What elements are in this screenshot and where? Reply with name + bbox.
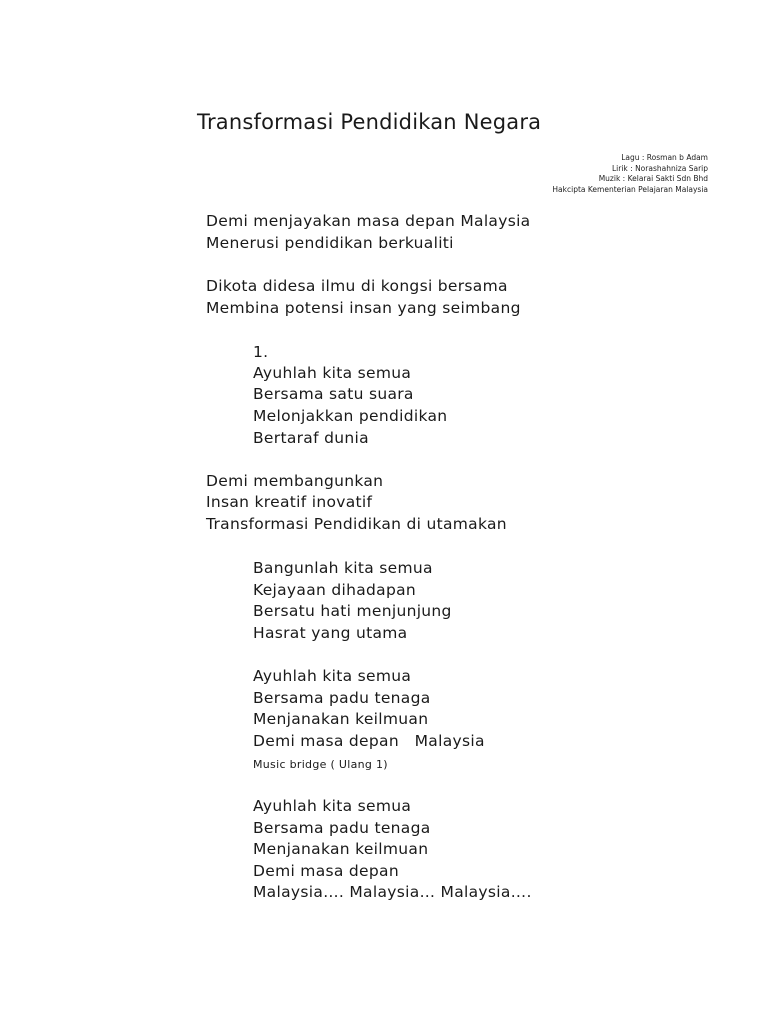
lyric-line: Bangunlah kita semua [253,559,433,577]
lyric-line: Dikota didesa ilmu di kongsi bersama [206,277,508,295]
credit-hakcipta: Hakcipta Kementerian Pelajaran Malaysia [552,184,708,194]
chorus-number: 1. [253,343,269,361]
lyric-line: Demi membangunkan [206,472,384,490]
credit-muzik: Muzik : Kelarai Sakti Sdn Bhd [598,174,708,183]
lyric-line: Ayuhlah kita semua [253,364,412,382]
lyric-line: Bersama padu tenaga [253,689,431,707]
lyric-line: Menerusi pendidikan berkualiti [206,234,454,252]
lyric-line: Bersama padu tenaga [253,819,431,837]
music-bridge-note: Music bridge ( Ulang 1) [253,758,388,771]
lyric-line: Menjanakan keilmuan [253,710,429,728]
lyric-line: Hasrat yang utama [253,624,408,642]
lyric-line: Transformasi Pendidikan di utamakan [206,515,507,533]
lyric-line: Bersatu hati menjunjung [253,602,452,620]
lyric-line: Insan kreatif inovatif [206,493,373,511]
lyric-line: Kejayaan dihadapan [253,581,417,599]
lyric-line: Membina potensi insan yang seimbang [206,299,521,317]
lyric-line: Melonjakkan pendidikan [253,407,448,425]
lyric-line: Demi masa depan Malaysia [253,732,485,750]
credit-lagu: Lagu : Rosman b Adam [621,153,708,162]
lyric-line: Bertaraf dunia [253,429,369,447]
lyric-line: Menjanakan keilmuan [253,840,429,858]
credit-lirik: Lirik : Norashahniza Sarip [612,163,708,173]
lyric-line: Demi masa depan [253,862,399,880]
lyric-line: Malaysia…. Malaysia… Malaysia…. [253,883,532,901]
song-title: Transformasi Pendidikan Negara [197,110,542,134]
lyric-line: Bersama satu suara [253,385,414,403]
lyric-line: Ayuhlah kita semua [253,667,412,685]
lyric-line: Ayuhlah kita semua [253,797,412,815]
lyric-line: Demi menjayakan masa depan Malaysia [206,212,531,230]
song-credits [552,153,708,195]
